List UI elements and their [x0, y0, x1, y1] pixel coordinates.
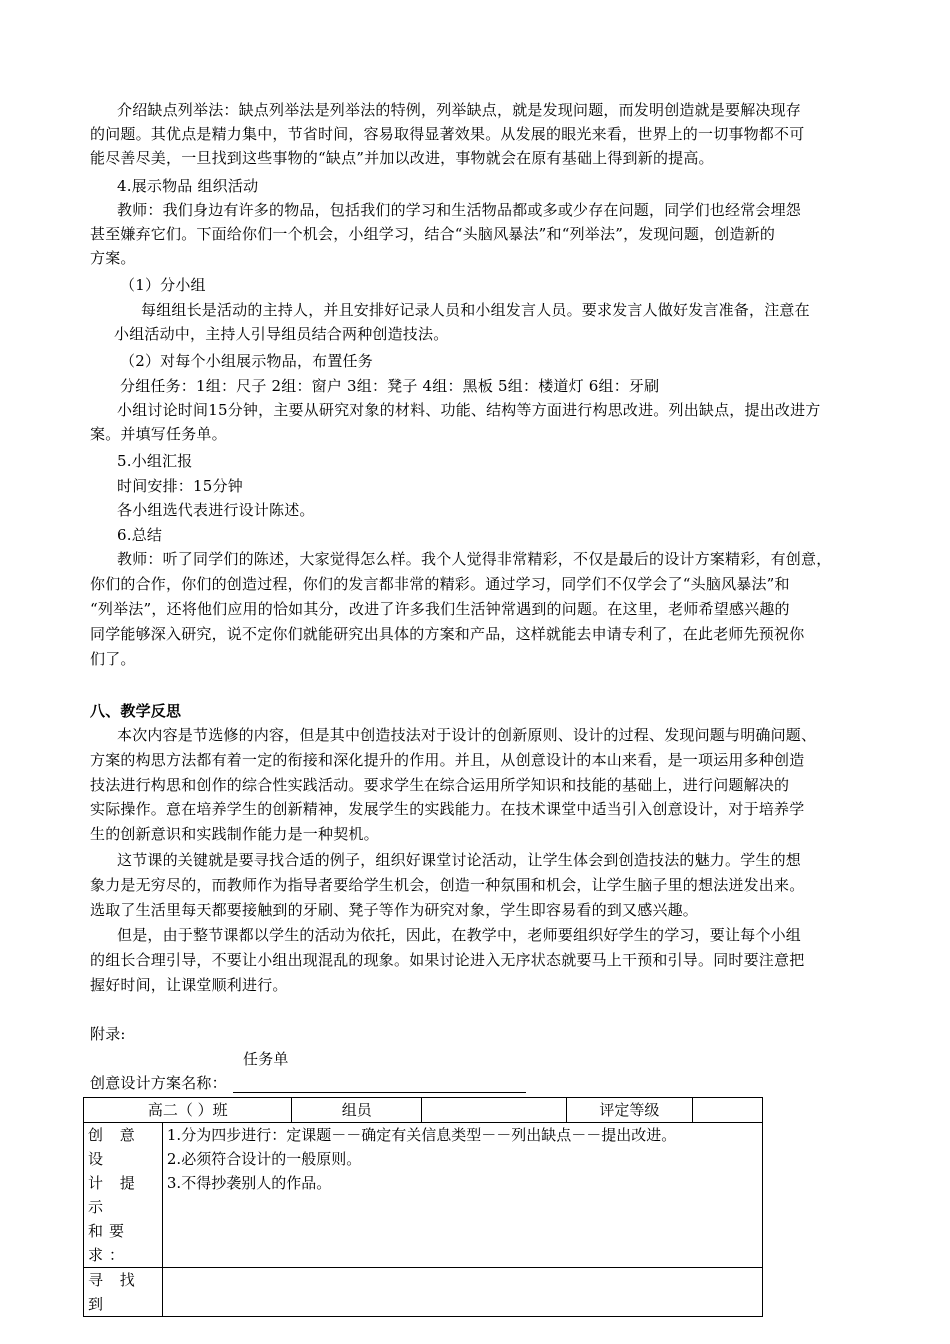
- paragraph-line: 选取了生活里每天都要接触到的牙刷、凳子等作为研究对象，学生即容易看的到又感兴趣。: [90, 901, 699, 919]
- members-field[interactable]: [422, 1098, 567, 1123]
- paragraph-line: 象力是无穷尽的，而教师作为指导者要给学生机会，创造一种氛围和机会，让学生脑子里的想法迸发出来。: [90, 876, 805, 894]
- requirement-item: 3.不得抄袭别人的作品。: [166, 1174, 332, 1192]
- paragraph-line: 每组组长是活动的主持人，并且安排好记录人员和小组发言人员。要求发言人做好发言准备，注意在: [141, 301, 810, 319]
- paragraph-line: 但是，由于整节课都以学生的活动为依托，因此，在教学中，老师要组织好学生的学习，要让每个小组: [117, 926, 802, 944]
- task-assignment: 分组任务：1组：尺子 2组：窗户 3组：凳子 4组：黑板 5组：楼道灯 6组：牙刷: [120, 377, 660, 395]
- paragraph-line: 本次内容是节选修的内容，但是其中创造技法对于设计的创新原则、设计的过程、发现问题与明确问题、: [117, 726, 817, 744]
- requirements-label: [84, 1123, 163, 1268]
- section-heading: 4.展示物品 组织活动: [117, 177, 259, 195]
- paragraph-line: 们了。: [90, 650, 136, 668]
- paragraph-line: 你们的合作，你们的创造过程，你们的发言都非常的精彩。通过学习，同学们不仅学会了“头脑风暴法”和: [90, 575, 790, 593]
- requirements-label-line: 创 意 设: [88, 1126, 141, 1168]
- paragraph-line: 生的创新意识和实践制作能力是一种契机。: [90, 825, 379, 843]
- grade-field[interactable]: [693, 1098, 763, 1123]
- paragraph-line: 介绍缺点列举法：缺点列举法是列举法的特例，列举缺点，就是发现问题，而发明创造就是要解决现存: [117, 101, 802, 119]
- paragraph-line: 技法进行构思和创作的综合性实践活动。要求学生在综合运用所学知识和技能的基础上，进行问题解决的: [90, 776, 790, 794]
- paragraph-line: 方案。: [90, 249, 136, 267]
- paragraph-line: 的问题。其优点是精力集中，节省时间，容易取得显著效果。从发展的眼光来看，世界上的一切事物都不可: [90, 125, 805, 143]
- paragraph-line: 实际操作。意在培养学生的创新精神，发展学生的实践能力。在技术课堂中适当引入创意设计，对于培养学: [90, 800, 805, 818]
- paragraph-line: 时间安排：15分钟: [117, 477, 243, 495]
- table-row: [84, 1123, 763, 1268]
- paragraph-line: 能尽善尽美，一旦找到这些事物的“缺点”并加以改进，事物就会在原有基础上得到新的提高。: [90, 149, 714, 167]
- find-label: 寻 找 到: [84, 1268, 163, 1317]
- requirement-item: 2.必须符合设计的一般原则。: [166, 1150, 362, 1168]
- requirements-label-line: 计 提 示: [88, 1174, 141, 1216]
- plan-name-label: 创意设计方案名称：: [90, 1074, 227, 1092]
- paragraph-line: “列举法”，还将他们应用的恰如其分，改进了许多我们生活钟常遇到的问题。在这里，老师希望感兴趣的: [90, 600, 790, 618]
- paragraph-line: 案。并填写任务单。: [90, 425, 227, 443]
- members-label: 组员: [292, 1098, 422, 1123]
- paragraph-line: 各小组选代表进行设计陈述。: [117, 501, 315, 519]
- paragraph-line: 同学能够深入研究，说不定你们就能研究出具体的方案和产品，这样就能去申请专利了，在此老师先预祝你: [90, 625, 805, 643]
- class-label: 高二（ ）班: [84, 1098, 292, 1123]
- form-title: 任务单: [243, 1050, 289, 1068]
- paragraph-line: 小组讨论时间15分钟，主要从研究对象的材料、功能、结构等方面进行构思改进。列出缺点，提出改进方: [117, 401, 821, 419]
- subsection-heading: （2）对每个小组展示物品，布置任务: [120, 352, 373, 370]
- paragraph-line: 握好时间，让课堂顺利进行。: [90, 976, 288, 994]
- paragraph-line: 甚至嫌弃它们。下面给你们一个机会，小组学习，结合“头脑风暴法”和“列举法”，发现问题，创造新的: [90, 225, 776, 243]
- task-form-table: [83, 1097, 763, 1317]
- table-row: [84, 1268, 763, 1317]
- grade-label: 评定等级: [566, 1098, 693, 1123]
- section-heading: 5.小组汇报: [117, 452, 193, 470]
- requirements-list: [162, 1123, 762, 1268]
- paragraph-line: 方案的构思方法都有着一定的衔接和深化提升的作用。并且，从创意设计的本山来看，是一项运用多种创造: [90, 751, 805, 769]
- table-row: [84, 1098, 763, 1123]
- requirements-label-line: 和要求：: [88, 1222, 131, 1264]
- section-heading: 6.总结: [117, 526, 163, 544]
- find-field[interactable]: [162, 1268, 762, 1317]
- paragraph-line: 小组活动中，主持人引导组员结合两种创造技法。: [114, 325, 449, 343]
- paragraph-line: 这节课的关键就是要寻找合适的例子，组织好课堂讨论活动，让学生体会到创造技法的魅力。学生的想: [117, 851, 802, 869]
- subsection-heading: （1）分小组: [120, 276, 206, 294]
- paragraph-line: 的组长合理引导，不要让小组出现混乱的现象。如果讨论进入无序状态就要马上干预和引导。同时要注意把: [90, 951, 805, 969]
- appendix-label: 附录:: [90, 1025, 126, 1043]
- chapter-heading: 八、教学反思: [90, 702, 182, 720]
- requirement-item: 1.分为四步进行：定课题－－确定有关信息类型－－列出缺点－－提出改进。: [166, 1126, 677, 1144]
- paragraph-line: 教师：我们身边有许多的物品，包括我们的学习和生活物品都或多或少存在问题，同学们也经常会埋怨: [117, 201, 802, 219]
- plan-name-field[interactable]: [233, 1091, 526, 1093]
- paragraph-line: 教师：听了同学们的陈述，大家觉得怎么样。我个人觉得非常精彩，不仅是最后的设计方案精彩，有创意，: [117, 550, 832, 568]
